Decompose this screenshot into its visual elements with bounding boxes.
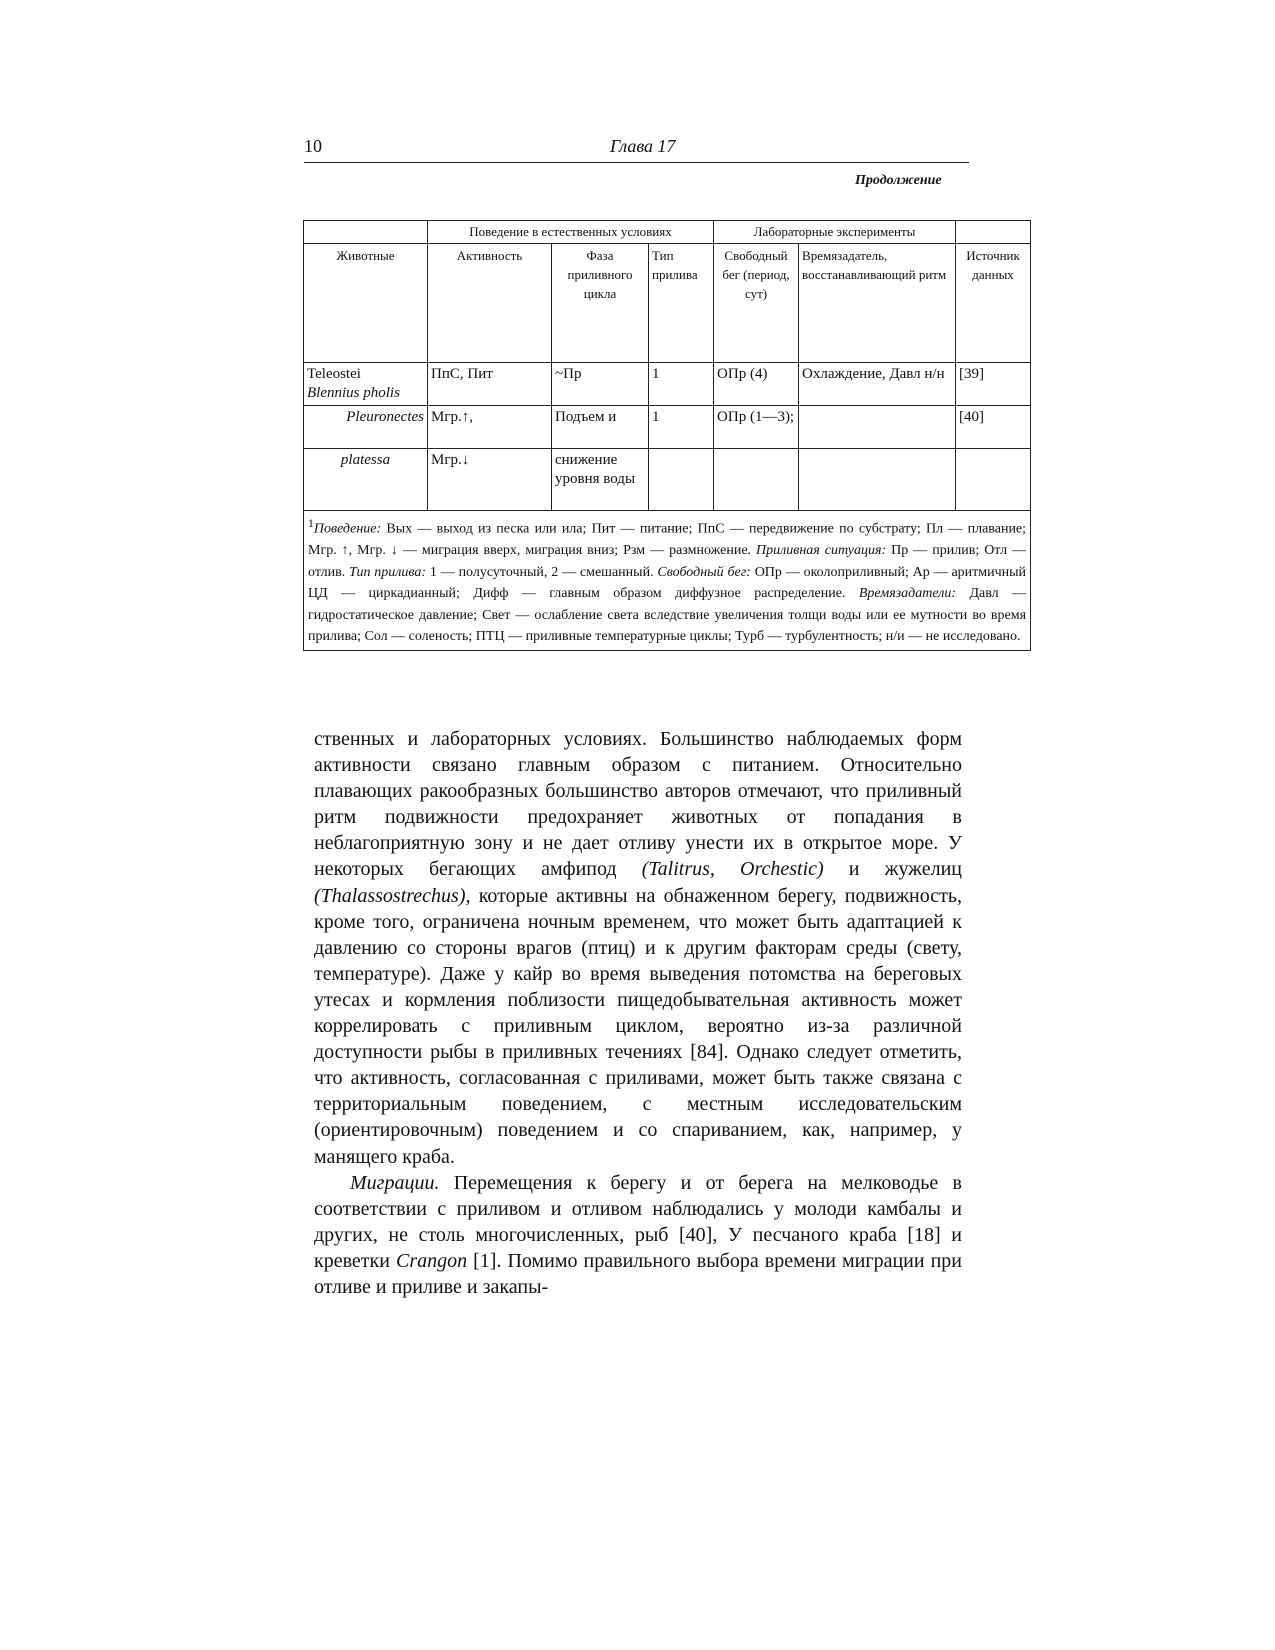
note-label-free-run: Свободный бег: <box>657 564 751 580</box>
text-span: которые активны на обнаженном берегу, подвижность, кроме того, ограничена ночным временем, что может быть адаптацией к давлению со стороны врагов (птиц) и к другим факторам среды (свету, температуре). Даже у кайр во время выведения потомства на береговых утесах и кормления поблизости пищедобывательная активность может коррелировать с приливным циклом, вероятно из-за различной доступности рыбы в приливных течениях [84]. Однако следует отметить, что активность, согласованная с приливами, может быть также связана с территориальным поведением, с местным исследовательским (ориентировочным) поведением и со спариванием, как, например, у манящего краба. <box>314 884 962 1168</box>
cell-activity: Мгр.↑, <box>428 406 552 449</box>
note-label-zeitgeber: Времязадатели: <box>858 586 957 602</box>
col-header-free-run: Свободный бег (период, сут) <box>714 244 799 363</box>
animal-species: Blennius pholis <box>307 385 400 401</box>
cell-phase: Подъем и <box>552 406 649 449</box>
cell-tide-type: 1 <box>649 406 714 449</box>
col-header-animals: Животные <box>304 244 428 363</box>
section-run-in-title: Миграции. <box>350 1171 440 1194</box>
cell-source <box>956 449 1031 511</box>
paragraph <box>314 726 962 1170</box>
text-span: Перемещения к берегу и от берега на мелководье в соответствии с приливом и отливом наблюдались у молоди камбалы и других, не столь многочисленных, рыб [40], У песчаного краба [18] и креветки <box>314 1171 962 1272</box>
page-number: 10 <box>304 136 322 156</box>
col-header-source: Источник данных <box>956 244 1031 363</box>
note-text-behavior: Вых — выход из песка или ила; Пит — питание; ПпС — передвижение по субстрату; Пл — плавание; Мгр. ↑, Мгр. ↓ — миграция вверх, миграция вниз; Рзм — размножение. <box>308 521 1027 559</box>
italic-taxa: (Thalassostrechus), <box>314 884 471 907</box>
continuation-label: Продолжение <box>855 173 942 188</box>
table-row <box>304 363 1031 406</box>
chapter-title: Глава 17 <box>610 136 676 156</box>
paragraph <box>314 1170 962 1300</box>
cell-free-run <box>714 449 799 511</box>
table-row <box>304 449 1031 511</box>
cell-zeitgeber: Охлаждение, Давл н/н <box>799 363 956 406</box>
note-label-behavior: Поведение: <box>313 521 382 537</box>
italic-taxa: (Talitrus, Orchestic) <box>641 858 824 881</box>
col-header-zeitgeber: Времязадатель, восстанавливающий ритм <box>799 244 956 363</box>
italic-taxa: Crangon <box>395 1249 468 1272</box>
table-notes-row <box>304 511 1031 651</box>
col-header-tide-type: Тип прилива <box>649 244 714 363</box>
note-text-tide-type: 1 — полусуточный, 2 — смешанный. <box>426 564 658 580</box>
cell-free-run: ОПр (1—3); <box>714 406 799 449</box>
table-notes <box>304 511 1031 651</box>
cell-activity: Мгр.↓ <box>428 449 552 511</box>
note-text-zeitgeber: Давл — гидростатическое давление; Свет — ослабление света вследствие увеличения толщи воды или ее мутности во время прилива; Сол — соленость; ПТЦ — приливные температурные циклы; Турб — турбулентность; н/и — не исследовано. <box>308 586 1027 645</box>
cell-tide-type: 1 <box>649 363 714 406</box>
body-text <box>314 726 962 1300</box>
cell-zeitgeber <box>799 406 956 449</box>
cell-zeitgeber <box>799 449 956 511</box>
table-column-header-row <box>304 244 1031 363</box>
animal-group: Teleostei <box>307 366 361 382</box>
cell-source: [39] <box>956 363 1031 406</box>
col-header-activity: Активность <box>428 244 552 363</box>
cell-source: [40] <box>956 406 1031 449</box>
empty-cell <box>304 221 428 244</box>
note-label-tide-type: Тип прилива: <box>349 564 427 580</box>
cell-tide-type <box>649 449 714 511</box>
group-header-lab: Лабораторные эксперименты <box>714 221 956 244</box>
cell-animal <box>304 363 428 406</box>
behavior-table <box>303 220 1031 651</box>
cell-animal: Pleuronectes <box>304 406 428 449</box>
table-row <box>304 406 1031 449</box>
group-header-natural: Поведение в естественных условиях <box>428 221 714 244</box>
cell-animal: platessa <box>304 449 428 511</box>
cell-activity: ПпС, Пит <box>428 363 552 406</box>
note-label-tidal: Приливная ситуация: <box>756 543 887 559</box>
empty-cell <box>956 221 1031 244</box>
note-text-free-run: ОПр — околоприливный; Ар — аритмичный ЦД — циркадианный; Дифф — главным образом диффузное распределение. <box>308 564 1027 602</box>
col-header-phase: Фаза приливного цикла <box>552 244 649 363</box>
text-span: и жужелиц <box>823 858 963 881</box>
cell-phase: снижение уровня воды <box>552 449 649 511</box>
running-header <box>304 132 969 163</box>
note-text-tidal: Пр — прилив; Отл — отлив. <box>308 543 1027 580</box>
table-group-header-row <box>304 221 1031 244</box>
cell-phase: ~Пр <box>552 363 649 406</box>
text-span: [1]. Помимо правильного выбора времени миграции при отливе и приливе и закапы- <box>314 1249 962 1298</box>
note-marker: 1 <box>308 517 314 530</box>
cell-free-run: ОПр (4) <box>714 363 799 406</box>
text-span: ственных и лабораторных условиях. Большинство наблюдаемых форм активности связано главным образом с питанием. Относительно плавающих ракообразных большинство авторов отмечают, что приливный ритм подвижности предохраняет животных от попадания в неблагоприятную зону и не дает отливу унести их в открытое море. У некоторых бегающих амфипод <box>314 728 962 881</box>
